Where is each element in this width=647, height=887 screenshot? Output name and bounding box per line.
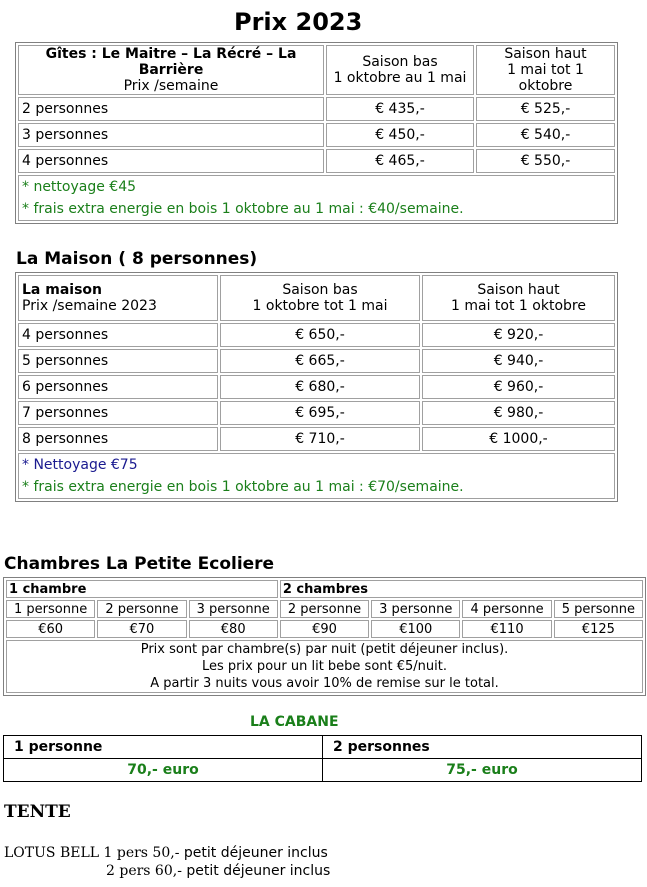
person-count: 2 personne <box>97 600 186 618</box>
table-header-row <box>18 275 615 321</box>
gites-col-haut-line2: 1 mai tot 1 oktobre <box>507 62 584 94</box>
maison-table <box>15 272 618 502</box>
tente-line-2 <box>106 863 330 879</box>
row-label: 4 personnes <box>18 323 218 347</box>
notes-row <box>18 175 615 221</box>
person-count: 1 personne <box>6 600 95 618</box>
cabane-price-2: 75,- euro <box>323 759 642 782</box>
maison-col-bas-line1: Saison bas <box>282 282 358 298</box>
gites-notes <box>18 175 615 221</box>
person-count: 3 personne <box>189 600 278 618</box>
maison-col-haut-line2: 1 mai tot 1 oktobre <box>451 298 586 314</box>
price-haut: € 1000,- <box>422 427 615 451</box>
room-price: €70 <box>97 620 186 638</box>
tente-line-1-suffix: petit déjeuner inclus <box>183 845 328 861</box>
table-row <box>18 375 615 399</box>
price-bas: € 710,- <box>220 427 420 451</box>
table-row <box>4 759 642 782</box>
table-header-row <box>18 45 615 95</box>
row-label: 6 personnes <box>18 375 218 399</box>
room-price: €110 <box>462 620 551 638</box>
price-haut: € 525,- <box>476 97 615 121</box>
table-row <box>18 97 615 121</box>
maison-col-haut-line1: Saison haut <box>477 282 560 298</box>
room-price: €80 <box>189 620 278 638</box>
gites-col-haut <box>476 45 615 95</box>
row-label: 7 personnes <box>18 401 218 425</box>
gites-col-bas-line1: Saison bas <box>362 54 438 70</box>
price-bas: € 450,- <box>326 123 474 147</box>
group-header-row <box>6 580 643 598</box>
cabane-col-1: 1 personne <box>4 736 323 759</box>
price-haut: € 550,- <box>476 149 615 173</box>
room-price: €90 <box>280 620 369 638</box>
gites-col-bas <box>326 45 474 95</box>
cabane-col-2: 2 personnes <box>323 736 642 759</box>
prices-row <box>6 620 643 638</box>
price-bas: € 665,- <box>220 349 420 373</box>
table-row <box>18 323 615 347</box>
maison-notes <box>18 453 615 499</box>
chambres-info-line3: A partir 3 nuits vous avoir 10% de remise sur le total. <box>150 676 499 691</box>
table-row <box>18 123 615 147</box>
page-title: Prix 2023 <box>234 8 363 36</box>
tente-line-2-suffix: petit déjeuner inclus <box>186 863 331 879</box>
price-haut: € 980,- <box>422 401 615 425</box>
maison-header-line2: Prix /semaine 2023 <box>22 298 157 314</box>
info-row <box>6 640 643 693</box>
maison-col-bas <box>220 275 420 321</box>
notes-row <box>18 453 615 499</box>
cabane-table <box>3 735 642 782</box>
price-bas: € 680,- <box>220 375 420 399</box>
row-label: 5 personnes <box>18 349 218 373</box>
group-2-chambres: 2 chambres <box>280 580 643 598</box>
gites-note-energy: * frais extra energie en bois 1 oktobre au 1 mai : €40/semaine. <box>22 201 464 217</box>
row-label: 8 personnes <box>18 427 218 451</box>
maison-header-cell <box>18 275 218 321</box>
persons-row <box>6 600 643 618</box>
person-count: 5 personne <box>554 600 643 618</box>
tente-line-1 <box>4 845 328 861</box>
gites-col-haut-line1: Saison haut <box>504 46 587 62</box>
price-haut: € 540,- <box>476 123 615 147</box>
price-bas: € 650,- <box>220 323 420 347</box>
chambres-info-line2: Les prix pour un lit bebe sont €5/nuit. <box>201 659 447 674</box>
person-count: 2 personne <box>280 600 369 618</box>
price-haut: € 940,- <box>422 349 615 373</box>
row-label: 2 personnes <box>18 97 324 121</box>
tente-title: TENTE <box>4 802 71 822</box>
cabane-price-1: 70,- euro <box>4 759 323 782</box>
price-haut: € 960,- <box>422 375 615 399</box>
price-bas: € 465,- <box>326 149 474 173</box>
row-label: 4 personnes <box>18 149 324 173</box>
room-price: €125 <box>554 620 643 638</box>
chambres-info-line1: Prix sont par chambre(s) par nuit (petit déjeuner inclus). <box>140 642 509 657</box>
gites-col-bas-line2: 1 oktobre au 1 mai <box>333 70 467 86</box>
row-label: 3 personnes <box>18 123 324 147</box>
person-count: 4 personne <box>462 600 551 618</box>
gites-header-line2: Prix /semaine <box>123 78 219 94</box>
table-row <box>18 401 615 425</box>
chambres-info <box>6 640 643 693</box>
maison-note-energy: * frais extra energie en bois 1 oktobre au 1 mai : €70/semaine. <box>22 479 464 495</box>
gites-table <box>15 42 618 224</box>
gites-header-line1: Gîtes : Le Maitre – La Récré – La Barrière <box>45 46 297 78</box>
table-header-row <box>4 736 642 759</box>
maison-title: La Maison ( 8 personnes) <box>16 249 258 269</box>
maison-col-bas-line2: 1 oktobre tot 1 mai <box>252 298 388 314</box>
tente-line-1-prefix: LOTUS BELL 1 pers 50,- <box>4 845 184 861</box>
maison-header-line1: La maison <box>22 282 102 298</box>
tente-line-2-prefix: 2 pers 60,- <box>106 863 187 879</box>
price-haut: € 920,- <box>422 323 615 347</box>
maison-note-cleaning: * Nettoyage €75 <box>22 457 138 473</box>
table-row <box>18 427 615 451</box>
gites-header-cell <box>18 45 324 95</box>
price-bas: € 695,- <box>220 401 420 425</box>
cabane-title: LA CABANE <box>250 714 339 730</box>
table-row <box>18 349 615 373</box>
chambres-table <box>3 577 646 696</box>
room-price: €100 <box>371 620 460 638</box>
table-row <box>18 149 615 173</box>
price-bas: € 435,- <box>326 97 474 121</box>
room-price: €60 <box>6 620 95 638</box>
maison-col-haut <box>422 275 615 321</box>
chambres-title: Chambres La Petite Ecoliere <box>4 554 275 574</box>
group-1-chambre: 1 chambre <box>6 580 278 598</box>
person-count: 3 personne <box>371 600 460 618</box>
gites-note-cleaning: * nettoyage €45 <box>22 179 137 195</box>
